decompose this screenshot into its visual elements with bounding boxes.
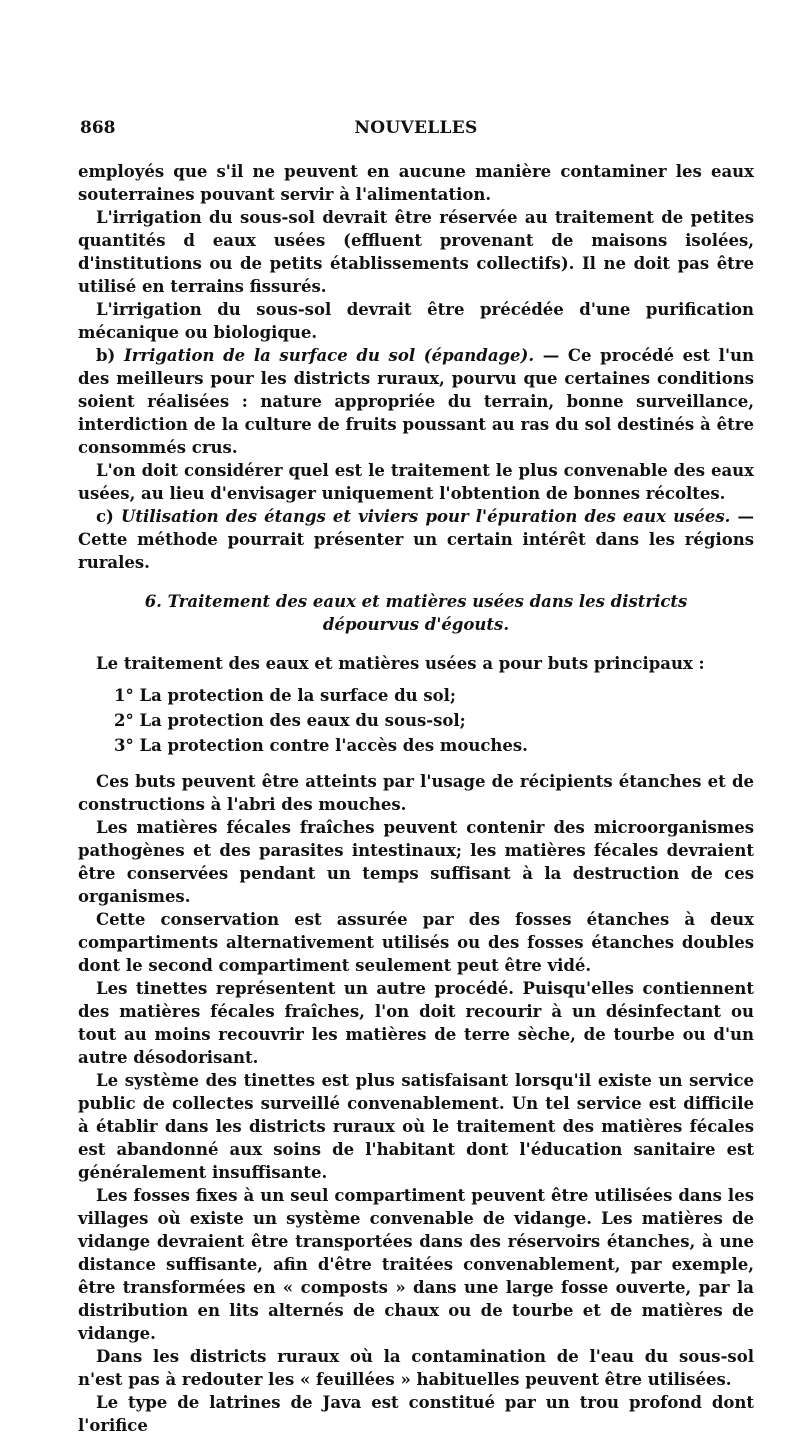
item-b-prefix: b) bbox=[96, 346, 124, 365]
section-heading-line2: dépourvus d'égouts. bbox=[322, 615, 510, 634]
paragraph: Les fosses fixes à un seul compartiment peuvent être utilisées dans les villages où existe un système convenable de vidange. Les matières de vidange devraient être transportées dans des réservoirs étanches, à une distance suffisante, afin d'être traitées convenablement, par exemple, être transformées en « composts » dans une large fosse ouverte, par la distribution en lits alternés de chaux ou de tourbe et de matières de vidange. bbox=[78, 1186, 754, 1343]
paragraph: Le type de latrines de Java est constitué par un trou profond dont l'orifice bbox=[78, 1393, 754, 1435]
paragraph: Le système des tinettes est plus satisfaisant lorsqu'il existe un service public de collectes surveillé convenablement. Un tel service est difficile à établir dans les districts ruraux où le traitement des matières fécales est abandonné aux soins de l'habitant dont l'éducation sanitaire est généralement insuffisante. bbox=[78, 1071, 754, 1182]
paragraph: Les tinettes représentent un autre procédé. Puisqu'elles contiennent des matières fécales fraîches, l'on doit recourir à un désinfectant ou tout au moins recouvrir les matières de terre sèche, de tourbe ou d'un autre désodorisant. bbox=[78, 979, 754, 1067]
list-item: 3° La protection contre l'accès des mouches. bbox=[114, 736, 528, 755]
running-title: NOUVELLES bbox=[354, 118, 478, 138]
list-item: 2° La protection des eaux du sous-sol; bbox=[114, 711, 466, 730]
body-text bbox=[78, 160, 754, 1437]
paragraph: employés que s'il ne peuvent en aucune manière contaminer les eaux souterraines pouvant servir à l'alimentation. bbox=[78, 162, 754, 204]
paragraph: Les matières fécales fraîches peuvent contenir des microorganismes pathogènes et des parasites intestinaux; les matières fécales devraient être conservées pendant un temps suffisant à la destruction de ces organismes. bbox=[78, 818, 754, 906]
paragraph: Cette conservation est assurée par des fosses étanches à deux compartiments alternativement utilisés ou des fosses étanches doubles dont le second compartiment seulement peut être vidé. bbox=[78, 910, 754, 975]
section-heading-line1: 6. Traitement des eaux et matières usées dans les districts bbox=[144, 592, 688, 611]
paragraph: L'irrigation du sous-sol devrait être précédée d'une purification mécanique ou biologique. bbox=[78, 300, 754, 342]
section-heading bbox=[78, 590, 754, 636]
item-c-title: Utilisation des étangs et viviers pour l'épuration des eaux usées. bbox=[120, 507, 731, 526]
item-b-text: — Ce procédé est l'un des meilleurs pour les districts ruraux, pourvu que certaines conditions soient réalisées : nature appropriée du terrain, bonne surveillance, interdiction de la culture de fruits poussant au ras du sol destinés à être consommés crus. bbox=[78, 346, 754, 457]
paragraph: Dans les districts ruraux où la contamination de l'eau du sous-sol n'est pas à redouter les « feuillées » habituelles peuvent être utilisées. bbox=[78, 1347, 754, 1389]
item-c-prefix: c) bbox=[96, 507, 121, 526]
paragraph: Ces buts peuvent être atteints par l'usage de récipients étanches et de constructions à l'abri des mouches. bbox=[78, 772, 754, 814]
list-item: 1° La protection de la surface du sol; bbox=[114, 686, 457, 705]
page-header bbox=[80, 118, 752, 144]
paragraph: L'irrigation du sous-sol devrait être réservée au traitement de petites quantités d eaux usées (effluent provenant de maisons isolées, d'institutions ou de petits établissements collectifs). Il ne doit pas être utilisé en terrains fissurés. bbox=[78, 208, 754, 296]
item-c bbox=[78, 505, 754, 574]
item-b-title: Irrigation de la surface du sol (épandage). bbox=[124, 346, 535, 365]
item-c-text: — Cette méthode pourrait présenter un certain intérêt dans les régions rurales. bbox=[78, 507, 754, 572]
paragraph: L'on doit considérer quel est le traitement le plus convenable des eaux usées, au lieu d'envisager uniquement l'obtention de bonnes récoltes. bbox=[78, 461, 754, 503]
section-intro: Le traitement des eaux et matières usées a pour buts principaux : bbox=[96, 654, 705, 673]
item-b bbox=[78, 344, 754, 459]
page-number: 868 bbox=[80, 118, 116, 138]
objectives-list bbox=[78, 683, 754, 758]
